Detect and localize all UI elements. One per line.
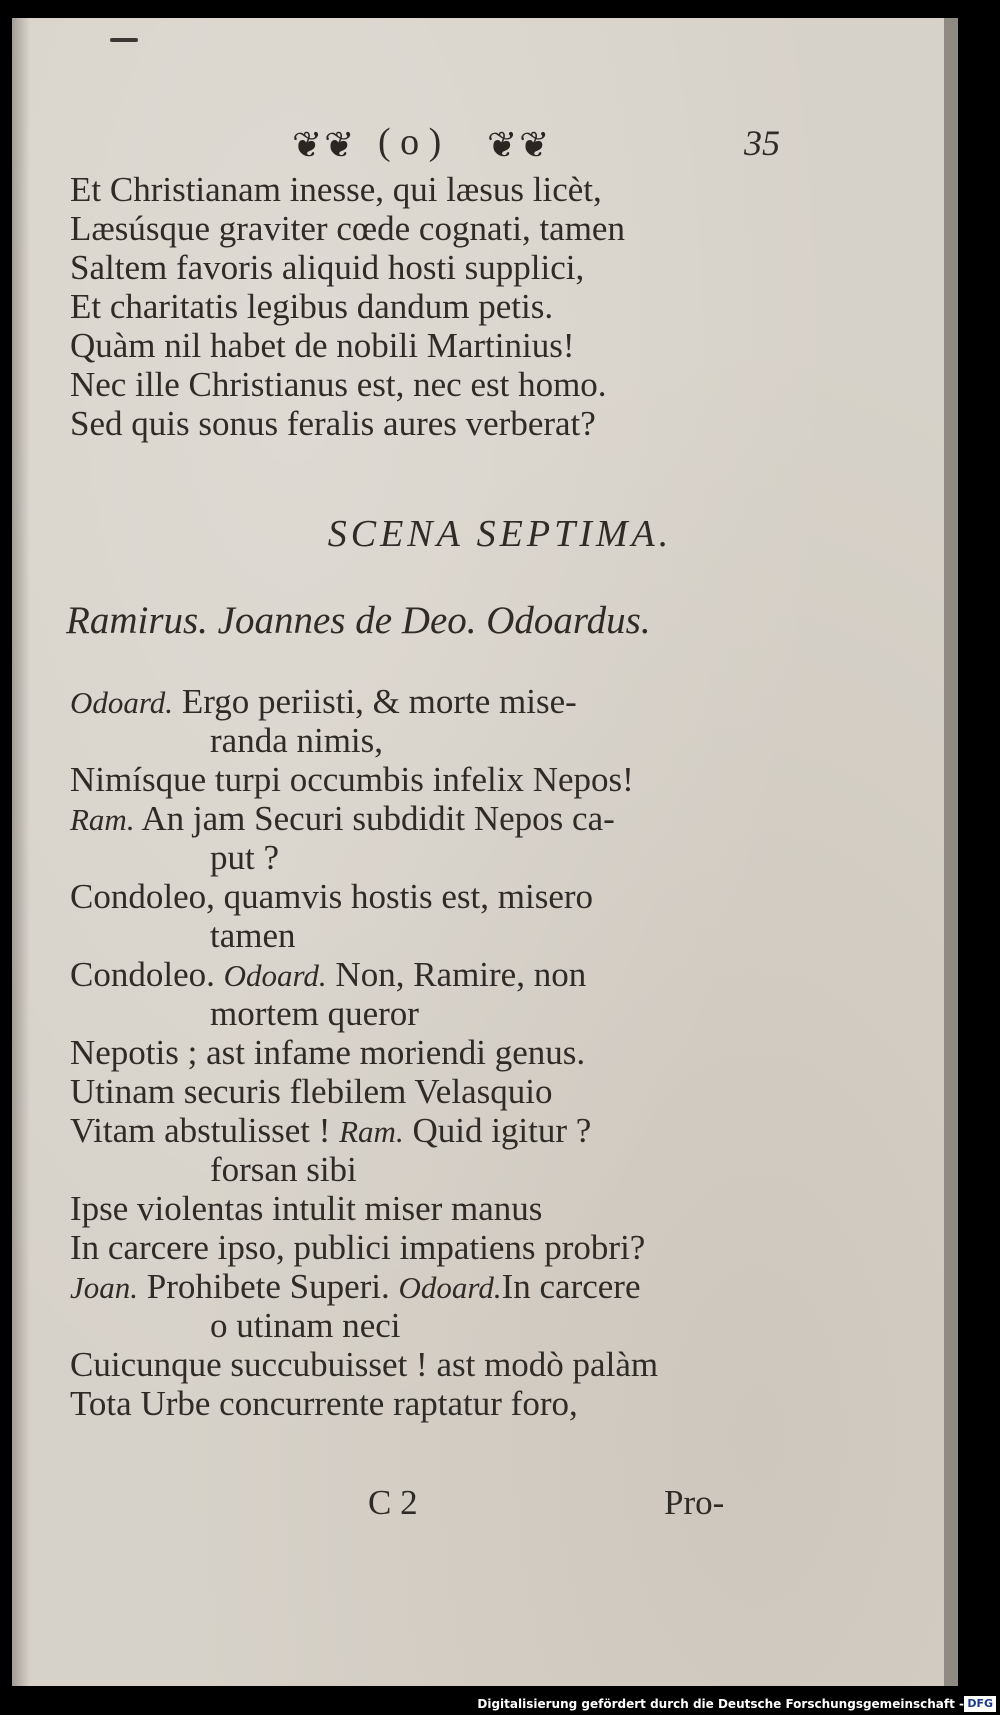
line-text: Prohibete Superi. — [138, 1267, 399, 1306]
credit-text: Digitalisierung gefördert durch die Deutsche Forschungsgemeinschaft - — [477, 1697, 964, 1711]
dialogue-line — [70, 916, 790, 955]
verse-line: Et Christianam inesse, qui læsus licèt, — [70, 170, 602, 209]
line-text: Ipse violentas intulit miser manus — [70, 1189, 543, 1228]
line-text: tamen — [210, 916, 296, 955]
line-text: Quid igitur ? — [403, 1111, 592, 1150]
signature-mark: C 2 — [368, 1483, 418, 1522]
prologue-verse — [70, 170, 790, 443]
speaker-name: Ram. — [70, 802, 135, 837]
dialogue-line — [70, 838, 790, 877]
dialogue-line — [70, 721, 790, 760]
dialogue-line — [70, 1072, 790, 1111]
verse-line: Nec ille Christianus est, nec est homo. — [70, 365, 607, 404]
scene-title: SCENA SEPTIMA. — [327, 513, 673, 555]
line-text: o utinam neci — [210, 1306, 401, 1345]
dialogue-line — [70, 799, 790, 838]
page-number: 35 — [744, 123, 780, 163]
ornament-right-icon: ❦❦ — [487, 125, 552, 165]
speaker-name: Ram. — [339, 1114, 404, 1149]
verse-line: Saltem favoris aliquid hosti supplici, — [70, 248, 585, 287]
line-text: In carcere — [501, 1267, 641, 1306]
line-text: Ergo periisti, & morte mise- — [173, 682, 577, 721]
verse-line: Quàm nil habet de nobili Martinius! — [70, 326, 575, 365]
dialogue-line — [70, 1267, 790, 1306]
line-text: Non, Ramire, non — [326, 955, 587, 994]
dfg-logo: DFG — [964, 1696, 996, 1712]
line-text: forsan sibi — [210, 1150, 357, 1189]
page-header — [0, 118, 1000, 168]
line-text: Cuicunque succubuisset ! ast modò palàm — [70, 1345, 659, 1384]
dialogue-line — [70, 994, 790, 1033]
dialogue-line — [70, 1228, 790, 1267]
catchword: Pro- — [664, 1483, 725, 1522]
speaker-name: Odoard. — [223, 958, 327, 993]
verse-line: Sed quis sonus feralis aures verberat? — [70, 404, 596, 443]
dramatis-personae: Ramirus. Joannes de Deo. Odoardus. — [66, 599, 651, 642]
line-text: Vitam abstulisset ! — [70, 1111, 340, 1150]
dialogue-line — [70, 1033, 790, 1072]
speaker-name: Joan. — [70, 1270, 139, 1305]
dialogue-line — [70, 955, 790, 994]
dialogue-line — [70, 1189, 790, 1228]
dialogue-line — [70, 682, 790, 721]
ink-mark — [110, 38, 138, 42]
line-text: randa nimis, — [210, 721, 384, 760]
verse-line: Et charitatis legibus dandum petis. — [70, 287, 554, 326]
page-marker: ( o ) — [378, 121, 442, 163]
line-text: Utinam securis flebilem Velasquio — [70, 1072, 553, 1111]
line-text: Nepotis ; ast infame moriendi genus. — [70, 1033, 586, 1072]
line-text: Condoleo. — [70, 955, 224, 994]
dialogue-line — [70, 1111, 790, 1150]
line-text: Nimísque turpi occumbis infelix Nepos! — [70, 760, 634, 799]
line-text: mortem queror — [210, 994, 419, 1033]
line-text: Condoleo, quamvis hostis est, misero — [70, 877, 594, 916]
dialogue-line — [70, 1306, 790, 1345]
line-text: put ? — [210, 838, 280, 877]
dialogue-line — [70, 1150, 790, 1189]
line-text: Tota Urbe concurrente raptatur foro, — [70, 1384, 578, 1423]
verse-line: Læsúsque graviter cœde cognati, tamen — [70, 209, 625, 248]
credit-bar — [0, 1691, 1000, 1715]
dialogue-line — [70, 1345, 790, 1384]
dialogue-block — [70, 682, 790, 1423]
dialogue-line — [70, 1384, 790, 1423]
line-text: In carcere ipso, publici impatiens probri? — [70, 1228, 646, 1267]
speaker-name: Odoard. — [398, 1270, 502, 1305]
page-gutter-shadow — [12, 18, 30, 1686]
dialogue-line — [70, 877, 790, 916]
ornament-left-icon: ❦❦ — [292, 125, 357, 165]
speaker-name: Odoard. — [70, 685, 174, 720]
line-text: An jam Securi subdidit Nepos ca- — [134, 799, 615, 838]
dialogue-line — [70, 760, 790, 799]
